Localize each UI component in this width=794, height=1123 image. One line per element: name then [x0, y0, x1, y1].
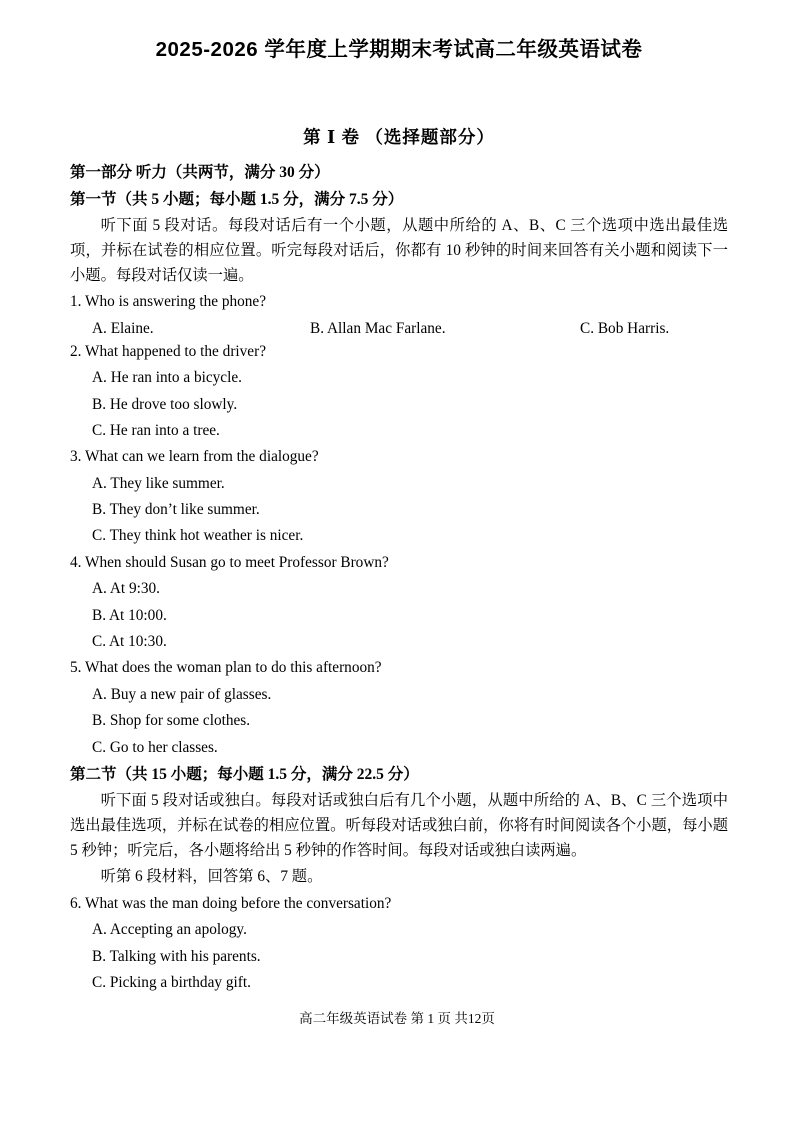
section-one-instruction: 听下面 5 段对话。每段对话后有一个小题，从题中所给的 A、B、C 三个选项中选出最佳选项，并标在试卷的相应位置。听完每段对话后，你都有 10 秒钟的时间来回答有关小题和阅读下一小题。每段对话仅读一遍。 — [70, 217, 728, 284]
question-stem — [70, 891, 728, 916]
question-number: 2. — [70, 342, 82, 360]
question-number: 1. — [70, 293, 82, 311]
option-a[interactable]: A. Elaine. — [92, 319, 154, 337]
option-b[interactable]: B. Allan Mac Farlane. — [310, 319, 446, 337]
question-stem — [70, 550, 728, 575]
option-b[interactable]: B. He drove too slowly. — [92, 395, 238, 413]
question-number: 5. — [70, 659, 82, 677]
option-c[interactable]: C. They think hot weather is nicer. — [92, 527, 304, 545]
question-number: 4. — [70, 553, 82, 571]
option-c[interactable]: C. He ran into a tree. — [92, 421, 220, 439]
page-footer: 高二年级英语试卷 第 1 页 共12页 — [299, 1011, 495, 1026]
part-one-heading: 第一部分 听力（共两节，满分 30 分） — [70, 164, 330, 181]
question-stem — [70, 444, 728, 469]
question-text: What can we learn from the dialogue? — [85, 448, 319, 466]
section-two-instruction: 听下面 5 段对话或独白。每段对话或独白后有几个小题，从题中所给的 A、B、C 三个选项中选出最佳选项，并标在试卷的相应位置。听每段对话或独白前，你将有时间阅读各个小题，每小题 5 秒钟；听完后，各小题将给出 5 秒钟的作答时间。每段对话或独白读两遍。 — [70, 791, 728, 859]
option-c[interactable]: C. Go to her classes. — [92, 738, 218, 756]
option-b[interactable]: B. Shop for some clothes. — [92, 712, 251, 730]
question-number: 6. — [70, 895, 82, 913]
question-text: What was the man doing before the conversation? — [85, 895, 392, 913]
question-text: What does the woman plan to do this afternoon? — [85, 659, 382, 677]
option-c[interactable]: C. Bob Harris. — [580, 319, 670, 337]
option-c[interactable]: C. At 10:30. — [92, 633, 167, 651]
option-a[interactable]: A. He ran into a bicycle. — [92, 369, 242, 387]
page-title: 2025-2026 学年度上学期期末考试高二年级英语试卷 — [155, 38, 643, 61]
question-text: Who is answering the phone? — [85, 293, 267, 311]
option-row — [70, 316, 728, 338]
option-c[interactable]: C. Picking a birthday gift. — [92, 974, 251, 992]
option-a[interactable]: A. They like summer. — [92, 474, 225, 492]
option-a[interactable]: A. Accepting an apology. — [92, 921, 247, 939]
question-number: 3. — [70, 448, 82, 466]
question-text: When should Susan go to meet Professor Brown? — [85, 553, 389, 571]
option-a[interactable]: A. At 9:30. — [92, 580, 160, 598]
question-text: What happened to the driver? — [85, 342, 266, 360]
option-a[interactable]: A. Buy a new pair of glasses. — [92, 685, 272, 703]
question-stem — [70, 289, 728, 314]
section-one-heading: 第一节（共 5 小题；每小题 1.5 分，满分 7.5 分） — [70, 191, 404, 209]
question-stem — [70, 339, 728, 364]
option-b[interactable]: B. Talking with his parents. — [92, 947, 261, 965]
section-two-heading: 第二节（共 15 小题；每小题 1.5 分，满分 22.5 分） — [70, 765, 419, 783]
option-b[interactable]: B. At 10:00. — [92, 606, 167, 624]
paper-section-heading: 第 Ⅰ 卷 （选择题部分） — [303, 127, 495, 147]
material-six-note: 听第 6 段材料，回答第 6、7 题。 — [100, 868, 323, 886]
option-b[interactable]: B. They don’t like summer. — [92, 501, 260, 519]
question-stem — [70, 655, 728, 680]
